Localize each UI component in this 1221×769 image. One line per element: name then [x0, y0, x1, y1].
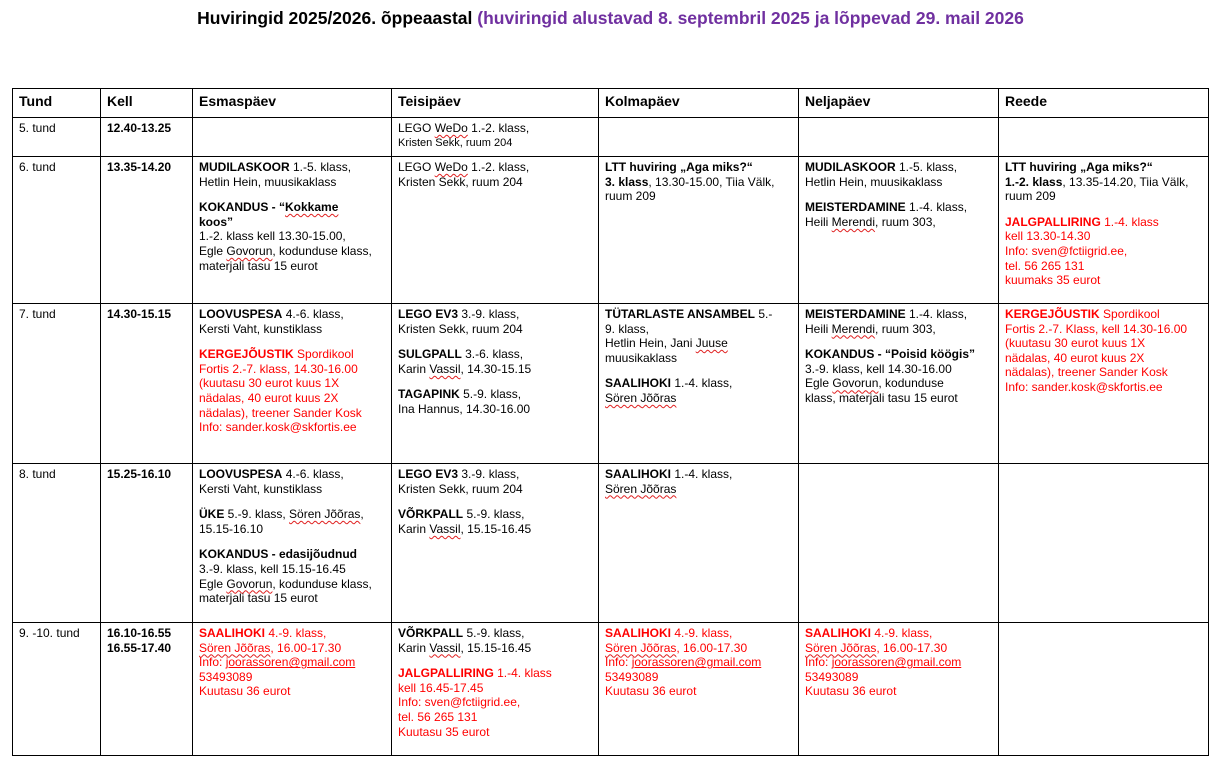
header-teisipaev: Teisipäev: [392, 89, 599, 118]
header-kell: Kell: [101, 89, 193, 118]
cell-kell: 15.25-16.10: [101, 464, 193, 623]
activity-jalgpalliring: JALGPALLIRING 1.-4. klass: [398, 666, 552, 681]
activity-saalihoki: SAALIHOKI 4.-9. klass,: [199, 626, 327, 640]
cell-tund: 7. tund: [13, 304, 101, 464]
cell-tund: 5. tund: [13, 118, 101, 157]
activity-kokandus-edasijoudnud: KOKANDUS - edasijõudnud: [199, 547, 357, 562]
page-title: [0, 8, 1221, 29]
activity-kokandus: KOKANDUS - “Kokkame koos”: [199, 200, 339, 229]
activity-mudilaskoor: MUDILASKOOR 1.-5. klass,: [805, 160, 958, 174]
activity-saalihoki: SAALIHOKI 4.-9. klass,: [605, 626, 733, 640]
activity-vorkpall: VÕRKPALL 5.-9. klass,: [398, 507, 525, 522]
table-row: [13, 118, 1209, 157]
table-row: [13, 304, 1209, 464]
cell-tund: 8. tund: [13, 464, 101, 623]
cell-friday-empty: [999, 623, 1209, 756]
table-row: [13, 464, 1209, 623]
cell-tuesday: VÕRKPALL 5.-9. klass, Karin Vassil, 15.15-16.45 JALGPALLIRING 1.-4. klass kell 16.45-17.45 Info: sven@fctiigrid.ee, tel. 56 265 131 Kuutasu 35 eurot: [392, 623, 599, 756]
cell-kell: 13.35-14.20: [101, 157, 193, 304]
header-esmaspaev: Esmaspäev: [193, 89, 392, 118]
activity-saalihoki: SAALIHOKI 1.-4. klass,: [605, 376, 733, 391]
cell-wednesday: SAALIHOKI 4.-9. klass, Sören Jõõras, 16.00-17.30 Info: joorassoren@gmail.com 53493089 Kuutasu 36 eurot: [599, 623, 799, 756]
activity-kergejoustik: KERGEJÕUSTIK Spordikool: [199, 347, 354, 362]
activity-lego-ev3: LEGO EV3 3.-9. klass,: [398, 467, 520, 481]
cell-thursday-empty: [799, 464, 999, 623]
cell-tuesday: [392, 118, 599, 157]
activity-ltt-huviring: LTT huviring „Aga miks?“: [605, 160, 753, 174]
activity-uke: ÜKE 5.-9. klass, Sören Jõõras,: [199, 507, 364, 522]
activity-kergejoustik: KERGEJÕUSTIK Spordikool: [1005, 307, 1160, 321]
activity-lego-ev3: LEGO EV3 3.-9. klass,: [398, 307, 520, 321]
activity-sulgpall: SULGPALL 3.-6. klass,: [398, 347, 524, 362]
cell-monday: LOOVUSPESA 4.-6. klass, Kersti Vaht, kunstiklass KERGEJÕUSTIK Spordikool Fortis 2.-7. klass, 14.30-16.00 (kuutasu 30 eurot kuus 1X nädalas, 40 eurot kuus 2X nädalas), treener Sander Kosk Info: sander.kosk@skfortis.ee: [193, 304, 392, 464]
cell-wednesday: LTT huviring „Aga miks?“ 3. klass, 13.30-15.00, Tiia Välk, ruum 209: [599, 157, 799, 304]
cell-monday: LOOVUSPESA 4.-6. klass, Kersti Vaht, kunstiklass ÜKE 5.-9. klass, Sören Jõõras, 15.15-16.10 KOKANDUS - edasijõudnud 3.-9. klass, kell 15.15-16.45 Egle Govorun, kodunduse klass, materjali tasu 15 eurot: [193, 464, 392, 623]
cell-friday-empty: [999, 464, 1209, 623]
activity-vorkpall: VÕRKPALL 5.-9. klass,: [398, 626, 525, 640]
cell-friday-empty: [999, 118, 1209, 157]
cell-tuesday: LEGO EV3 3.-9. klass, Kristen Sekk, ruum 204 SULGPALL 3.-6. klass, Karin Vassil, 14.30-15.15 TAGAPINK 5.-9. klass, Ina Hannus, 14.30-16.00: [392, 304, 599, 464]
activity-lego-wedo: LEGO WeDo 1.-2. klass, Kristen Sekk, ruum 204: [398, 160, 530, 189]
activity-meisterdamine: MEISTERDAMINE 1.-4. klass,: [805, 307, 968, 321]
cell-wednesday: TÜTARLASTE ANSAMBEL 5.- 9. klass, Hetlin Hein, Jani Juuse muusikaklass SAALIHOKI 1.-4. klass, Sören Jõõras: [599, 304, 799, 464]
header-tund: Tund: [13, 89, 101, 118]
header-reede: Reede: [999, 89, 1209, 118]
activity-kokandus-poisid: KOKANDUS - “Poisid köögis”: [805, 347, 976, 362]
header-kolmapaev: Kolmapäev: [599, 89, 799, 118]
table-row: [13, 623, 1209, 756]
activity-loovuspesa: LOOVUSPESA 4.-6. klass,: [199, 307, 344, 321]
cell-friday: KERGEJÕUSTIK Spordikool Fortis 2.-7. Klass, kell 14.30-16.00 (kuutasu 30 eurot kuus 1X nädalas, 40 eurot kuus 2X nädalas), treener Sander Kosk Info: sander.kosk@skfortis.ee: [999, 304, 1209, 464]
cell-tund: 6. tund: [13, 157, 101, 304]
title-main: Huviringid 2025/2026. õppeaastal: [197, 8, 478, 28]
cell-thursday: SAALIHOKI 4.-9. klass, Sören Jõõras, 16.00-17.30 Info: joorassoren@gmail.com 53493089 Kuutasu 36 eurot: [799, 623, 999, 756]
cell-kell: 14.30-15.15: [101, 304, 193, 464]
activity-tutarlaste-ansambel: TÜTARLASTE ANSAMBEL 5.-: [605, 307, 773, 321]
header-neljapaev: Neljapäev: [799, 89, 999, 118]
cell-thursday: MUDILASKOOR 1.-5. klass, Hetlin Hein, muusikaklass MEISTERDAMINE 1.-4. klass, Heili Merendi, ruum 303,: [799, 157, 999, 304]
activity-lego-wedo: LEGO WeDo 1.-2. klass, Kristen Sekk, ruum 204: [398, 121, 530, 149]
cell-kell: 12.40-13.25: [101, 118, 193, 157]
cell-kell: 16.10-16.55 16.55-17.40: [101, 623, 193, 756]
cell-monday: SAALIHOKI 4.-9. klass, Sören Jõõras, 16.00-17.30 Info: joorassoren@gmail.com 53493089 Kuutasu 36 eurot: [193, 623, 392, 756]
activity-loovuspesa: LOOVUSPESA 4.-6. klass,: [199, 467, 344, 481]
table-row: [13, 157, 1209, 304]
cell-tuesday: LEGO EV3 3.-9. klass, Kristen Sekk, ruum 204 VÕRKPALL 5.-9. klass, Karin Vassil, 15.15-16.45: [392, 464, 599, 623]
activity-meisterdamine: MEISTERDAMINE 1.-4. klass,: [805, 200, 968, 215]
cell-thursday-empty: [799, 118, 999, 157]
activity-mudilaskoor: MUDILASKOOR 1.-5. klass,: [199, 160, 352, 174]
activity-ltt-huviring: LTT huviring „Aga miks?“: [1005, 160, 1153, 174]
cell-wednesday: SAALIHOKI 1.-4. klass, Sören Jõõras: [599, 464, 799, 623]
activity-saalihoki: SAALIHOKI 4.-9. klass,: [805, 626, 933, 640]
title-note: (huviringid alustavad 8. septembril 2025 ja lõppevad 29. mail 2026: [477, 8, 1024, 28]
activity-tagapink: TAGAPINK 5.-9. klass,: [398, 387, 522, 402]
cell-friday: LTT huviring „Aga miks?“ 1.-2. klass, 13.35-14.20, Tiia Välk, ruum 209 JALGPALLIRING 1.-4. klass kell 13.30-14.30 Info: sven@fctiigrid.ee, tel. 56 265 131 kuumaks 35 eurot: [999, 157, 1209, 304]
schedule-table: [12, 88, 1209, 756]
email-link[interactable]: joorassoren@gmail.com: [631, 655, 762, 670]
email-link[interactable]: joorassoren@gmail.com: [831, 655, 962, 670]
cell-tund: 9. -10. tund: [13, 623, 101, 756]
cell-thursday: MEISTERDAMINE 1.-4. klass, Heili Merendi, ruum 303, KOKANDUS - “Poisid köögis” 3.-9. klass, kell 14.30-16.00 Egle Govorun, kodunduse klass, materjali tasu 15 eurot: [799, 304, 999, 464]
cell-wednesday-empty: [599, 118, 799, 157]
email-link[interactable]: joorassoren@gmail.com: [225, 655, 356, 670]
cell-monday-empty: [193, 118, 392, 157]
header-row: [13, 89, 1209, 118]
cell-monday: MUDILASKOOR 1.-5. klass, Hetlin Hein, muusikaklass KOKANDUS - “Kokkame koos” 1.-2. klass kell 13.30-15.00, Egle Govorun, kodunduse klass, materjali tasu 15 eurot: [193, 157, 392, 304]
activity-jalgpalliring: JALGPALLIRING 1.-4. klass: [1005, 214, 1159, 229]
activity-saalihoki: SAALIHOKI 1.-4. klass,: [605, 467, 733, 481]
cell-tuesday: [392, 157, 599, 304]
